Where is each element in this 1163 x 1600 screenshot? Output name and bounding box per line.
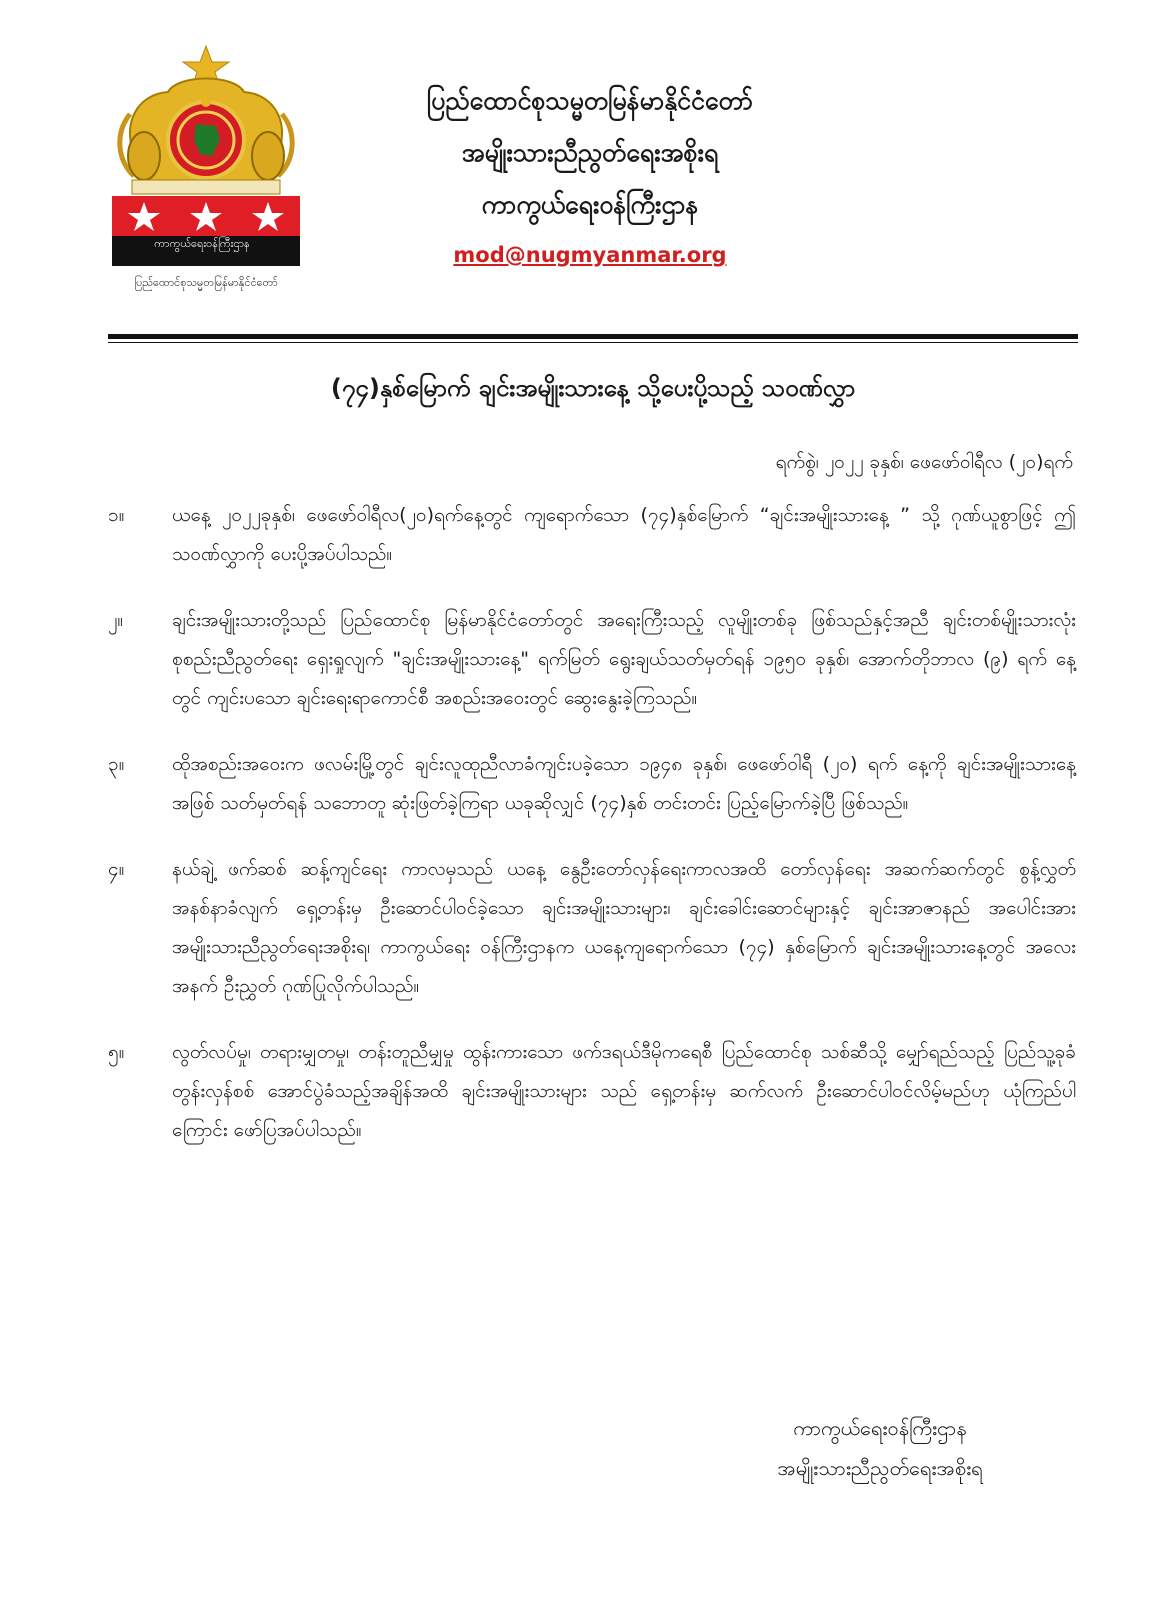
paragraph-text: ချင်းအမျိုးသားတို့သည် ပြည်ထောင်စု မြန်မာနိုင်ငံတော်တွင် အရေးကြီးသည့် လူမျိုးတစ်ခု ဖြစ်သည်နှင့်အညီ ချင်းတစ်မျိုးသားလုံး စုစည်းညီညွတ်ရေး ရှေးရှုလျက် "ချင်းအမျိုးသားနေ့" ရက်မြတ် ရွေးချယ်သတ်မှတ်ရန် ၁၉၅၀ ခုနှစ်၊ အောက်တိုဘာလ (၉) ရက် နေ့ တွင် ကျင်းပသော ချင်းရေးရာကောင်စီ အစည်းအဝေးတွင် ဆွေးနွေးခဲ့ကြသည်။ <box>172 609 1076 709</box>
document-title: (၇၄)နှစ်မြောက် ချင်းအမျိုးသားနေ့ သို့ပေးပို့သည့် သဝဏ်လွှာ <box>330 374 856 402</box>
paragraph <box>108 496 1076 574</box>
paragraph-text: လွတ်လပ်မှု၊ တရားမျှတမှု၊ တန်းတူညီမျှမှု ထွန်းကားသော ဖက်ဒရယ်ဒီမိုကရေစီ ပြည်ထောင်စု သစ်ဆီသို့ မျှော်ရည်သည့် ပြည်သူ့ခုခံတွန်းလှန်စစ် အောင်ပွဲခံသည့်အချိန်အထိ ချင်းအမျိုးသားများ သည် ရှေ့တန်းမှ ဆက်လက် ဦးဆောင်ပါဝင်လိမ့်မည်ဟု ယုံကြည်ပါကြောင်း ဖော်ပြအပ်ပါသည်။ <box>172 1041 1076 1141</box>
letterhead-government: အမျိုးသားညီညွတ်ရေးအစိုးရ <box>461 138 719 167</box>
signature-block <box>740 1408 1020 1488</box>
paragraph-number: ၂။ <box>108 609 124 631</box>
paragraph <box>108 745 1076 823</box>
signature-government: အမျိုးသားညီညွတ်ရေးအစိုးရ <box>777 1456 983 1480</box>
paragraph-number: ၅။ <box>108 1041 125 1063</box>
paragraph-text: ယနေ့ ၂၀၂၂ခုနှစ်၊ ဖေဖော်ဝါရီလ(၂၀)ရက်နေ့တွင် ကျရောက်သော (၇၄)နှစ်မြောက် “ချင်းအမျိုးသားနေ့ ” သို့ ဂုဏ်ယူစွာဖြင့် ဤသဝဏ်လွှာကို ပေးပို့အပ်ပါသည်။ <box>172 504 1076 565</box>
ministry-emblem <box>108 44 304 302</box>
letterhead <box>380 86 800 268</box>
document-date: ရက်စွဲ၊ ၂၀၂၂ ခုနှစ်၊ ဖေဖော်ဝါရီလ (၂၀)ရက် <box>775 451 1073 473</box>
paragraph-text: ထိုအစည်းအဝေးက ဖလမ်းမြို့တွင် ချင်းလူထုညီလာခံကျင်းပခဲ့သော ၁၉၄၈ ခုနှစ်၊ ဖေဖော်ဝါရီ (၂၀) ရက် နေ့ကို ချင်းအမျိုးသားနေ့ အဖြစ် သတ်မှတ်ရန် သဘောတူ ဆုံးဖြတ်ခဲ့ကြရာ ယခုဆိုလျှင် (၇၄)နှစ် တင်းတင်း ပြည့်မြောက်ခဲ့ပြီ ဖြစ်သည်။ <box>172 753 1076 814</box>
paragraph <box>108 850 1076 1006</box>
paragraph-number: ၃။ <box>108 753 125 775</box>
emblem-caption: ပြည်ထောင်စုသမ္မတမြန်မာနိုင်ငံတော် <box>134 276 278 289</box>
letterhead-country: ပြည်ထောင်စုသမ္မတမြန်မာနိုင်ငံတော် <box>426 86 754 115</box>
paragraph <box>108 601 1076 718</box>
paragraph-text: နယ်ချဲ့ ဖက်ဆစ် ဆန့်ကျင်ရေး ကာလမှသည် ယနေ့ နွေဦးတော်လှန်ရေးကာလအထိ တော်လှန်ရေး အဆက်ဆက်တွင် စွန့်လွှတ်အနစ်နာခံလျက် ရှေ့တန်းမှ ဦးဆောင်ပါဝင်ခဲ့သော ချင်းအမျိုးသားများ၊ ချင်းခေါင်းဆောင်များနှင့် ချင်းအာဇာနည် အပေါင်းအား အမျိုးသားညီညွတ်ရေးအစိုးရ၊ ကာကွယ်ရေး ဝန်ကြီးဌာနက ယနေ့ကျရောက်သော (၇၄) နှစ်မြောက် ချင်းအမျိုးသားနေ့တွင် အလေးအနက် ဦးညွှတ် ဂုဏ်ပြုလိုက်ပါသည်။ <box>172 858 1076 997</box>
emblem-band-label: ကာကွယ်ရေးဝန်ကြီးဌာန <box>154 237 250 250</box>
header-divider-thin <box>108 342 1078 343</box>
document-body <box>108 496 1076 1177</box>
signature-ministry: ကာကွယ်ရေးဝန်ကြီးဌာန <box>793 1416 967 1440</box>
paragraph-number: ၄။ <box>108 858 125 880</box>
letterhead-email-link[interactable]: mod@nugmyanmar.org <box>453 243 727 267</box>
letterhead-ministry: ကာကွယ်ရေးဝန်ကြီးဌာန <box>481 190 699 219</box>
paragraph <box>108 1033 1076 1150</box>
paragraph-number: ၁။ <box>108 504 125 526</box>
header-divider-thick <box>108 334 1078 339</box>
